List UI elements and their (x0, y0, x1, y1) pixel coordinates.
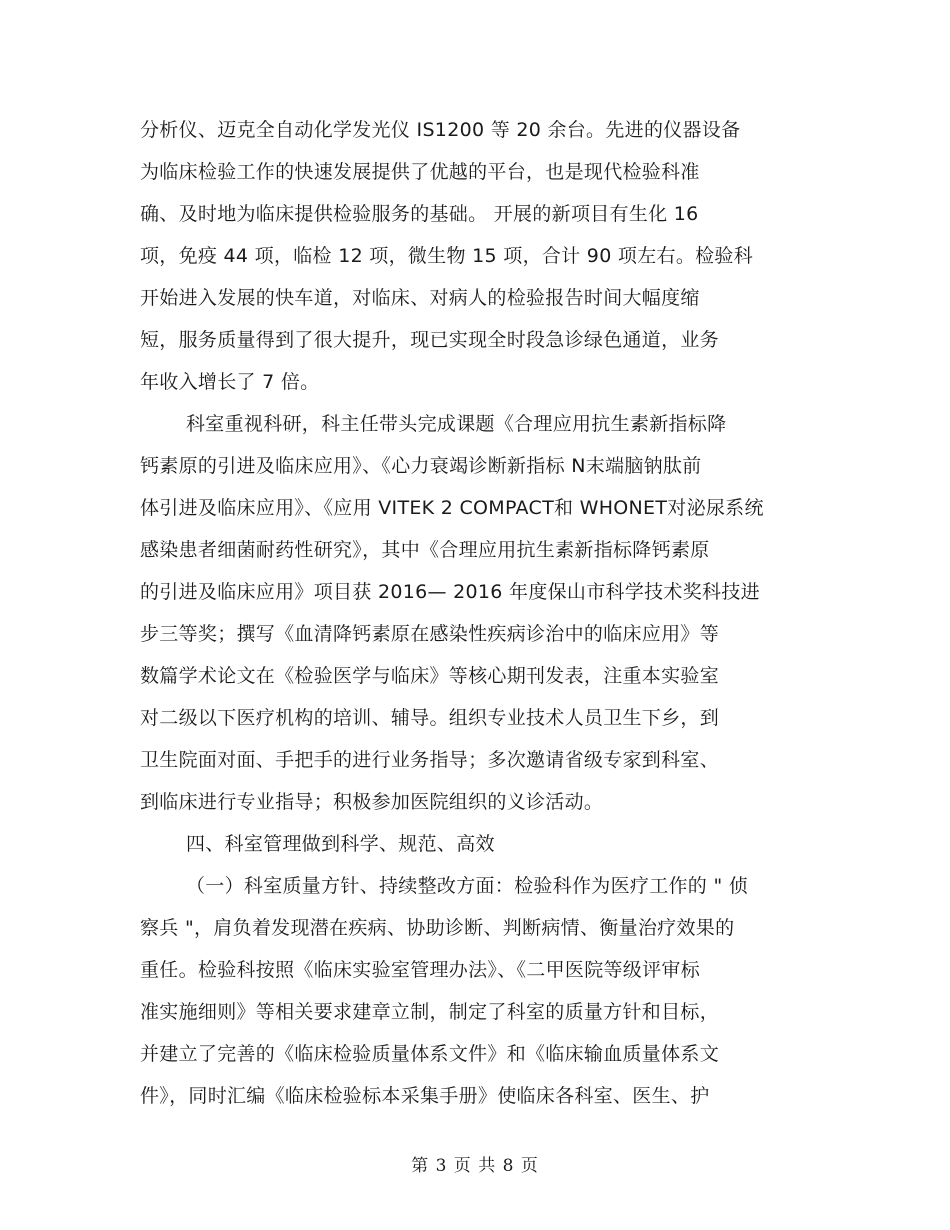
body-line: 重任。检验科按照《临床实验室管理办法》、《二甲医院等级评审标 (140, 959, 701, 981)
body-line: 为临床检验工作的快速发展提供了优越的平台，也是现代检验科准 (140, 161, 700, 183)
body-line: 开始进入发展的快车道，对临床、对病人的检验报告时间大幅度缩 (140, 287, 700, 309)
section-heading: 四、科室管理做到科学、规范、高效 (186, 833, 495, 855)
body-line: 数篇学术论文在《检验医学与临床》等核心期刊发表，注重本实验室 (140, 665, 720, 687)
body-line: 体引进及临床应用》、《应用 VITEK 2 COMPACT和 WHONET对泌尿系统 (140, 497, 764, 519)
body-line: 对二级以下医疗机构的培训、辅导。组织专业技术人员卫生下乡，到 (140, 707, 720, 729)
page-number-footer: 第 3 页 共 8 页 (411, 1156, 539, 1176)
body-line: 年收入增长了 7 倍。 (140, 371, 320, 393)
body-line: 卫生院面对面、手把手的进行业务指导；多次邀请省级专家到科室、 (140, 749, 720, 771)
body-line: 并建立了完善的《临床检验质量体系文件》和《临床输血质量体系文 (140, 1043, 720, 1065)
body-line: 项，免疫 44 项，临检 12 项，微生物 15 项，合计 90 项左右。检验科 (140, 245, 754, 267)
body-line: 准实施细则》等相关要求建章立制，制定了科室的质量方针和目标， (140, 1001, 720, 1023)
body-line: 的引进及临床应用》项目获 2016— 2016 年度保山市科学技术奖科技进 (140, 581, 760, 603)
body-line: 钙素原的引进及临床应用》、《心力衰竭诊断新指标 N末端脑钠肽前 (140, 455, 702, 477)
body-line: 件》，同时汇编《临床检验标本采集手册》使临床各科室、医生、护 (140, 1085, 710, 1107)
body-line: 分析仪、迈克全自动化学发光仪 IS1200 等 20 余台。先进的仪器设备 (140, 119, 741, 141)
body-line: 察兵 "，肩负着发现潜在疾病、协助诊断、判断病情、衡量治疗效果的 (140, 917, 735, 939)
body-line: 步三等奖；撰写《血清降钙素原在感染性疾病诊治中的临床应用》等 (140, 623, 720, 645)
body-line: 确、及时地为临床提供检验服务的基础。 开展的新项目有生化 16 (140, 203, 699, 225)
paragraph-start-line: 科室重视科研，科主任带头完成课题《合理应用抗生素新指标降 (186, 413, 727, 435)
body-line: 到临床进行专业指导；积极参加医院组织的义诊活动。 (140, 791, 604, 813)
body-line: 短，服务质量得到了很大提升，现已实现全时段急诊绿色通道，业务 (140, 329, 720, 351)
body-line: 感染患者细菌耐药性研究》，其中《合理应用抗生素新指标降钙素原 (140, 539, 710, 561)
paragraph-start-line: （一）科室质量方针、持续整改方面：检验科作为医疗工作的 " 侦 (186, 875, 749, 897)
